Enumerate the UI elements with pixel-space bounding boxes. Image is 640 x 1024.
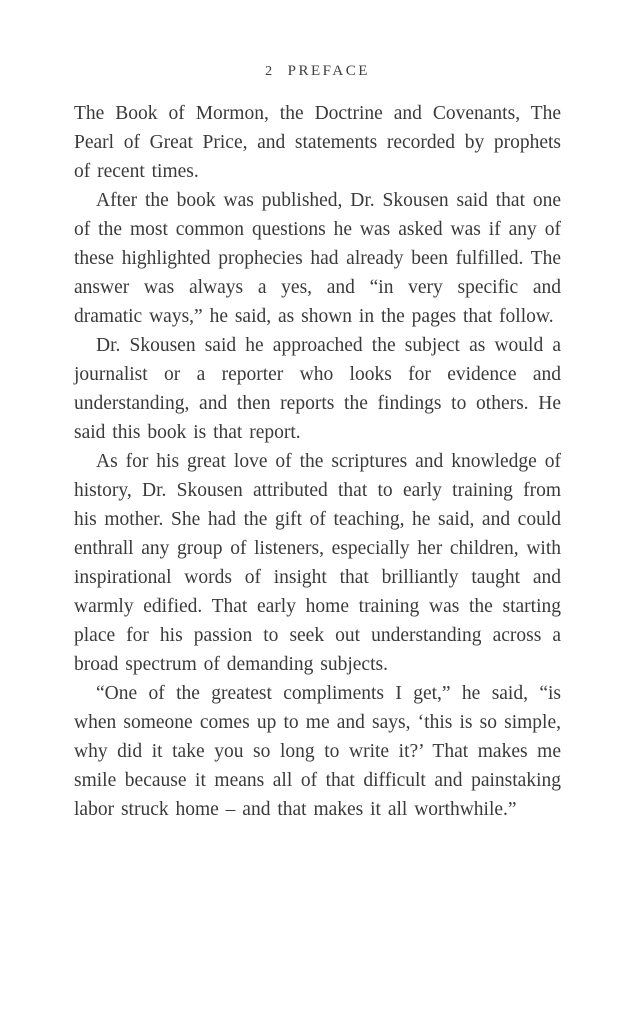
- paragraph: “One of the greatest compliments I get,” he said, “is when someone comes up to me and says, ‘this is so simple, why did it take you so long to write it?’ That makes me smile because it means all of that difficult and painstaking labor struck home – and that makes it all worthwhile.”: [74, 683, 561, 820]
- paragraph: After the book was published, Dr. Skousen said that one of the most common questions he was asked was if any of these highlighted prophecies had already been fulfilled. The answer was always a yes, and “in very specific and dramatic ways,” he said, as shown in the pages that follow.: [74, 190, 561, 327]
- page-header: [74, 63, 561, 80]
- body-text: [74, 99, 561, 824]
- paragraph: The Book of Mormon, the Doctrine and Covenants, The Pearl of Great Price, and statements recorded by prophets of recent times.: [74, 103, 561, 182]
- paragraph: Dr. Skousen said he approached the subject as would a journalist or a reporter who looks for evidence and understanding, and then reports the findings to others. He said this book is that report.: [74, 335, 561, 443]
- paragraph: As for his great love of the scriptures and knowledge of history, Dr. Skousen attributed that to early training from his mother. She had the gift of teaching, he said, and could enthrall any group of listeners, especially her children, with inspirational words of insight that brilliantly taught and warmly edified. That early home training was the starting place for his passion to seek out understanding across a broad spectrum of demanding subjects.: [74, 451, 561, 675]
- page-number: 2: [265, 64, 275, 79]
- running-title: PREFACE: [287, 63, 370, 79]
